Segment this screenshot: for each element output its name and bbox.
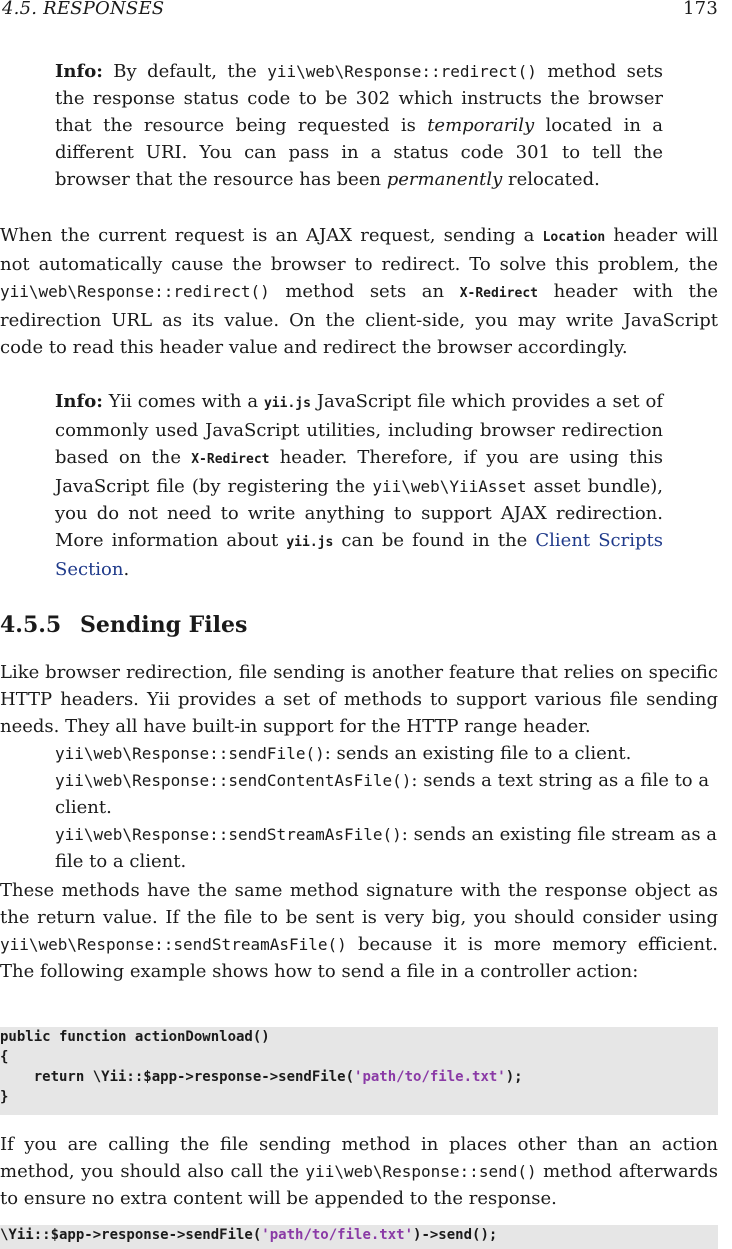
info-text: . bbox=[123, 559, 130, 580]
section-number: 4.5.5 bbox=[0, 612, 62, 638]
paragraph-text: header with the redirection URL as its value. On the client-side, you may write JavaScript code to read this header value and redirect the browser accordingly. bbox=[0, 281, 718, 358]
info-text: located in a different URI. You can pass in a status code 301 to tell the browser that the resource has been bbox=[55, 115, 663, 190]
info-text: header. Therefore, if you are using this JavaScript file (by registering the bbox=[55, 447, 663, 497]
paragraph-ajax-redirect bbox=[0, 222, 718, 361]
paragraph-text: When the current request is an AJAX request, sending a bbox=[0, 225, 543, 246]
running-header bbox=[0, 0, 718, 22]
method-item bbox=[55, 767, 732, 821]
paragraph-text: method afterwards to ensure no extra content will be appended to the response. bbox=[0, 1161, 718, 1209]
inline-code: yii\web\Response::redirect() bbox=[267, 62, 537, 81]
info-box-yii-js bbox=[55, 388, 663, 583]
info-text: can be found in the bbox=[333, 530, 536, 551]
paragraph-text: because it is more memory efficient. The following example shows how to send a file in a controller action: bbox=[0, 934, 718, 982]
emphasis: permanently bbox=[386, 169, 503, 190]
client-scripts-section-link[interactable]: Client Scripts Section bbox=[55, 530, 663, 580]
code-line: return \Yii::$app->response->sendFile( bbox=[0, 1069, 355, 1085]
section-heading bbox=[0, 612, 247, 638]
method-description: : sends an existing file stream as a file to a client. bbox=[55, 824, 718, 872]
info-text: JavaScript file which provides a set of commonly used JavaScript utilities, including browser redirection based on the bbox=[55, 391, 663, 468]
method-description: : sends a text string as a file to a client. bbox=[55, 770, 710, 818]
info-text: By default, the bbox=[102, 61, 268, 82]
method-item bbox=[55, 821, 732, 875]
inline-code: yii\web\Response::send() bbox=[305, 1162, 537, 1181]
paragraph-send-method bbox=[0, 1131, 718, 1212]
method-code: yii\web\Response::sendFile() bbox=[55, 744, 325, 763]
info-box-redirect bbox=[55, 58, 663, 193]
info-text: method sets the response status code to be 302 which instructs the browser that the resource being requested is bbox=[55, 61, 663, 136]
method-code: yii\web\Response::sendContentAsFile() bbox=[55, 771, 412, 790]
header-section-title: 4.5. RESPONSES bbox=[2, 0, 165, 19]
code-line: \Yii::$app->response->sendFile( bbox=[0, 1227, 262, 1243]
method-description: : sends an existing file to a client. bbox=[324, 743, 632, 764]
inline-code: Location bbox=[542, 230, 606, 245]
paragraph-text: header will not automatically cause the browser to redirect. To solve this problem, the bbox=[0, 225, 718, 275]
inline-code: yii\web\Response::redirect() bbox=[0, 282, 270, 301]
code-block-action-download bbox=[0, 1027, 718, 1115]
inline-code: yii\web\YiiAsset bbox=[372, 477, 527, 496]
inline-code: X-Redirect bbox=[459, 286, 538, 301]
code-line: { bbox=[0, 1049, 9, 1065]
code-block-send bbox=[0, 1225, 718, 1249]
code-line: public function actionDownload() bbox=[0, 1029, 270, 1045]
method-item bbox=[55, 740, 732, 767]
paragraph-text: If you are calling the file sending method in places other than an action method, you should also call the bbox=[0, 1134, 718, 1182]
paragraph-method-signature bbox=[0, 877, 718, 985]
paragraph-sending-files: Like browser redirection, file sending is another feature that relies on specific HTTP headers. Yii provides a set of methods to support various file sending needs. They all have built-in support for the HTTP range header. bbox=[0, 662, 718, 737]
info-label: Info: bbox=[55, 391, 103, 412]
code-string: 'path/to/file.txt' bbox=[354, 1069, 506, 1085]
paragraph-text: These methods have the same method signature with the response object as the return value. If the file to be sent is very big, you should consider using bbox=[0, 880, 718, 928]
code-line: )->send(); bbox=[413, 1227, 498, 1243]
page-number: 173 bbox=[683, 0, 718, 19]
info-text: Yii comes with a bbox=[102, 391, 264, 412]
inline-code: yii\web\Response::sendStreamAsFile() bbox=[0, 935, 347, 954]
code-line: ); bbox=[505, 1069, 523, 1085]
method-code: yii\web\Response::sendStreamAsFile() bbox=[55, 825, 402, 844]
info-text: relocated. bbox=[502, 169, 600, 190]
info-label: Info: bbox=[55, 61, 103, 82]
code-line: } bbox=[0, 1089, 9, 1105]
section-title: Sending Files bbox=[80, 612, 248, 638]
info-text: asset bundle), you do not need to write anything to support AJAX redirection. More information about bbox=[55, 476, 664, 551]
inline-code: yii.js bbox=[286, 535, 334, 550]
paragraph-text: method sets an bbox=[269, 281, 460, 302]
inline-code: yii.js bbox=[263, 396, 311, 411]
inline-code: X-Redirect bbox=[191, 452, 270, 467]
emphasis: temporarily bbox=[427, 115, 535, 136]
code-string: 'path/to/file.txt' bbox=[261, 1227, 414, 1243]
method-list bbox=[55, 740, 732, 875]
